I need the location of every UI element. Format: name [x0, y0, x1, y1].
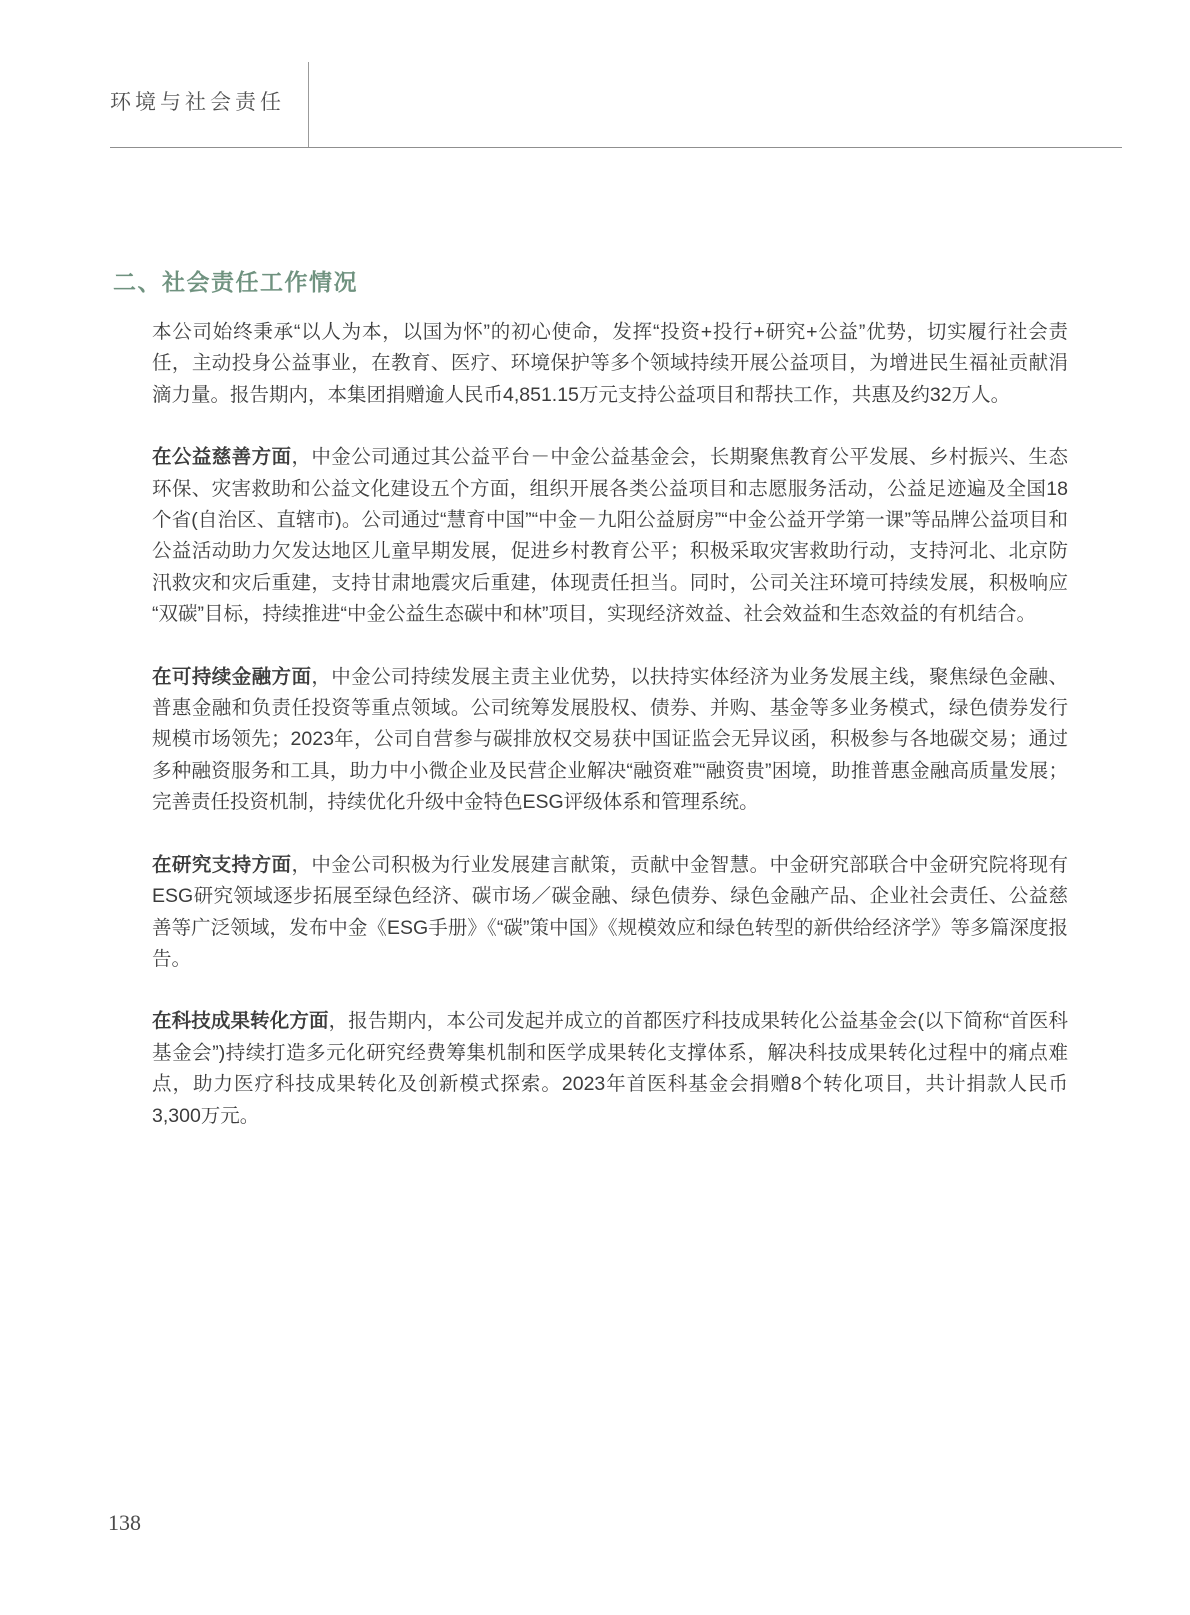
section-heading: 二、社会责任工作情况	[113, 269, 358, 295]
section-body	[152, 317, 1068, 1163]
paragraph-text: ，中金公司持续发展主责主业优势，以扶持实体经济为业务发展主线，聚焦绿色金融、普惠金融和负责任投资等重点领域。公司统筹发展股权、债券、并购、基金等多业务模式，绿色债券发行规模市场领先；2023年，公司自营参与碳排放权交易获中国证监会无异议函，积极参与各地碳交易；通过多种融资服务和工具，助力中小微企业及民营企业解决“融资难”“融资贵”困境，助推普惠金融高质量发展；完善责任投资机制，持续优化升级中金特色ESG评级体系和管理系统。	[152, 665, 1068, 814]
paragraph	[152, 662, 1068, 819]
header-horizontal-divider	[110, 147, 1122, 148]
paragraph-text: ，中金公司通过其公益平台－中金公益基金会，长期聚焦教育公平发展、乡村振兴、生态环保、灾害救助和公益文化建设五个方面，组织开展各类公益项目和志愿服务活动，公益足迹遍及全国18个省(自治区、直辖市)。公司通过“慧育中国”“中金－九阳公益厨房”“中金公益开学第一课”等品牌公益项目和公益活动助力欠发达地区儿童早期发展，促进乡村教育公平；积极采取灾害救助行动，支持河北、北京防汛救灾和灾后重建，支持甘肃地震灾后重建，体现责任担当。同时，公司关注环境可持续发展，积极响应“双碳”目标，持续推进“中金公益生态碳中和林”项目，实现经济效益、社会效益和生态效益的有机结合。	[152, 446, 1068, 626]
paragraph	[152, 850, 1068, 976]
paragraph-lead: 在公益慈善方面	[152, 446, 292, 469]
paragraph-lead: 在可持续金融方面	[152, 665, 312, 688]
paragraph-lead: 在研究支持方面	[152, 853, 292, 876]
paragraph-text: 本公司始终秉承“以人为本，以国为怀”的初心使命，发挥“投资+投行+研究+公益”优势，切实履行社会责任，主动投身公益事业，在教育、医疗、环境保护等多个领域持续开展公益项目，为增进民生福祉贡献涓滴力量。报告期内，本集团捐赠逾人民币4,851.15万元支持公益项目和帮扶工作，共惠及约32万人。	[152, 321, 1068, 406]
paragraph-text: ，报告期内，本公司发起并成立的首都医疗科技成果转化公益基金会(以下简称“首医科基金会”)持续打造多元化研究经费筹集机制和医学成果转化支撑体系，解决科技成果转化过程中的痛点难点，助力医疗科技成果转化及创新模式探索。2023年首医科基金会捐赠8个转化项目，共计捐款人民币3,300万元。	[152, 1010, 1068, 1127]
paragraph	[152, 442, 1068, 630]
paragraph-text: ，中金公司积极为行业发展建言献策，贡献中金智慧。中金研究部联合中金研究院将现有ESG研究领域逐步拓展至绿色经济、碳市场／碳金融、绿色债券、绿色金融产品、企业社会责任、公益慈善等广泛领域，发布中金《ESG手册》《“碳”策中国》《规模效应和绿色转型的新供给经济学》等多篇深度报告。	[152, 853, 1068, 970]
chapter-header-title: 环境与社会责任	[110, 90, 285, 114]
page-number: 138	[108, 1510, 141, 1535]
paragraph-lead: 在科技成果转化方面	[152, 1010, 329, 1033]
paragraph	[152, 317, 1068, 411]
paragraph	[152, 1006, 1068, 1132]
header-vertical-divider	[308, 62, 309, 147]
